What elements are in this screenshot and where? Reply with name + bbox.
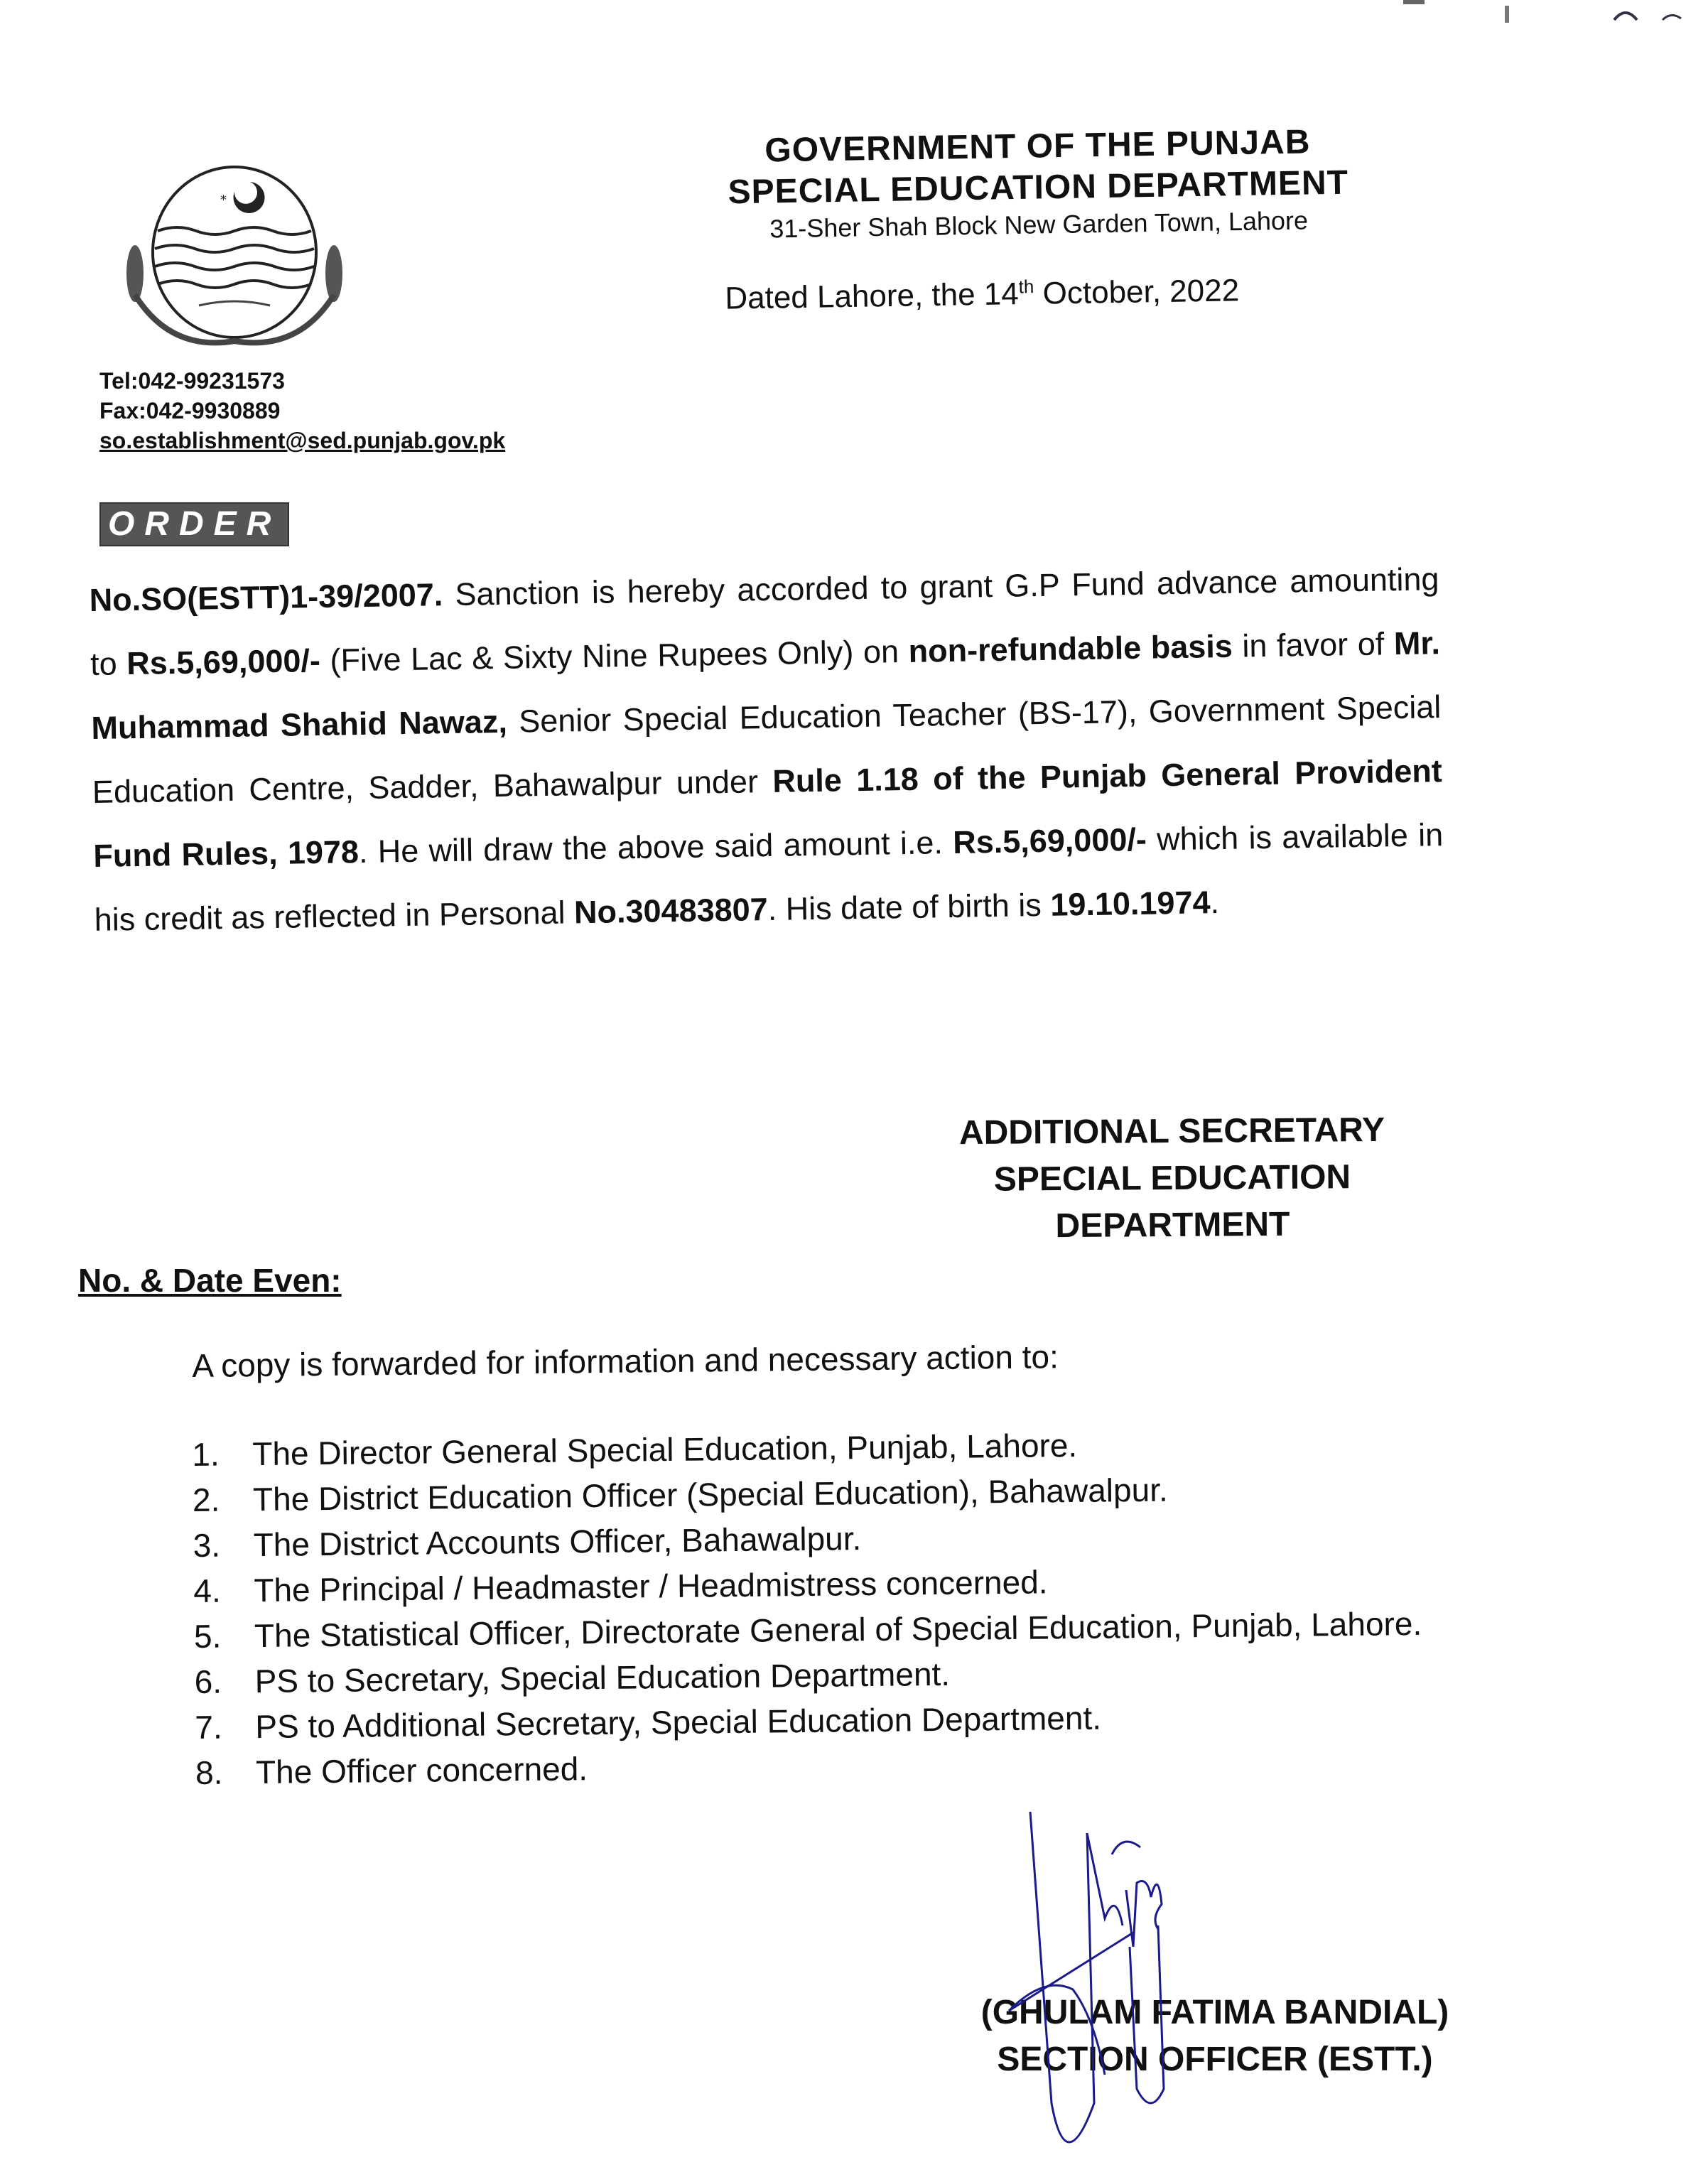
list-item: 4. The Principal / Headmaster / Headmistress concerned. — [193, 1563, 1048, 1609]
list-item: 3. The District Accounts Officer, Bahawalpur. — [193, 1520, 862, 1564]
draw-amount: Rs.5,69,000/- — [952, 821, 1147, 860]
beneficiary-name: Mr. Muhammad Shahid Nawaz, — [91, 625, 1441, 746]
list-item: 2. The District Education Officer (Special Education), Bahawalpur. — [192, 1471, 1168, 1518]
advance-basis: non-refundable basis — [908, 627, 1233, 669]
reference-number: No.SO(ESTT)1-39/2007. — [89, 576, 443, 618]
endorsement-intro: A copy is forwarded for information and necessary action to: — [192, 1338, 1059, 1384]
department-address: 31-Sher Shah Block New Garden Town, Lahore — [769, 205, 1309, 244]
order-body: No.SO(ESTT)1-39/2007. Sanction is hereby accorded to grant G.P Fund advance amounting to Rs.5,69,000/- (Five Lac & Sixty Nine Rupees Only) on non-refundable basis in favor of Mr. Muhammad Shahid Nawaz, Senior Special Education Teacher (BS-17), Government Special Education Centre, Sadder, Bahawalpur under Rule 1.18 of the Punjab General Provident Fund Rules, 1978. He will draw the above said amount i.e. Rs.5,69,000/- which is available in his credit as reflected in Personal No.30483807. His date of birth is 19.10.1974. — [89, 561, 1444, 938]
date-of-birth: 19.10.1974 — [1049, 884, 1211, 923]
department-title: SPECIAL EDUCATION DEPARTMENT — [728, 163, 1349, 212]
list-item: 8. The Officer concerned. — [195, 1750, 588, 1791]
order-label: ORDER — [99, 502, 289, 546]
punjab-government-emblem-icon — [114, 153, 355, 366]
list-item: 7. PS to Additional Secretary, Special Education Department. — [195, 1699, 1102, 1746]
rule-reference: Rule 1.18 of the Punjab General Provident Fund Rules, 1978 — [92, 752, 1443, 874]
handwritten-signature-icon — [980, 1805, 1279, 2174]
contact-block — [99, 366, 505, 455]
fax-number: Fax:042-9930889 — [99, 398, 281, 423]
telephone-number: Tel:042-99231573 — [99, 368, 285, 394]
letterhead — [696, 121, 1380, 247]
government-title: GOVERNMENT OF THE PUNJAB — [764, 123, 1311, 170]
list-item: 5. The Statistical Officer, Directorate General of Special Education, Punjab, Lahore. — [193, 1604, 1422, 1655]
list-item: 6. PS to Secretary, Special Education Department. — [194, 1655, 951, 1700]
recipient-list — [192, 1418, 1474, 1795]
email-link[interactable]: so.establishment@sed.punjab.gov.pk — [99, 428, 506, 453]
sanction-amount: Rs.5,69,000/- — [126, 642, 321, 682]
personal-number: No.30483807 — [573, 891, 769, 931]
signatory-title: SECTION OFFICER (ESTT.) — [997, 2041, 1433, 2078]
endorsement-heading: No. & Date Even: — [78, 1262, 342, 1299]
signatory-additional-secretary: ADDITIONAL SECRETARY SPECIAL EDUCATION DEPARTMENT — [958, 1111, 1385, 1246]
signatory-name: (GHULAM FATIMA BANDIAL) — [980, 1994, 1449, 2031]
svg-text:*: * — [220, 193, 227, 207]
document-date: Dated Lahore, the 14th October, 2022 — [725, 273, 1240, 316]
list-item: 1. The Director General Special Education, Punjab, Lahore. — [192, 1426, 1078, 1473]
scan-marks-icon — [1350, 0, 1708, 28]
